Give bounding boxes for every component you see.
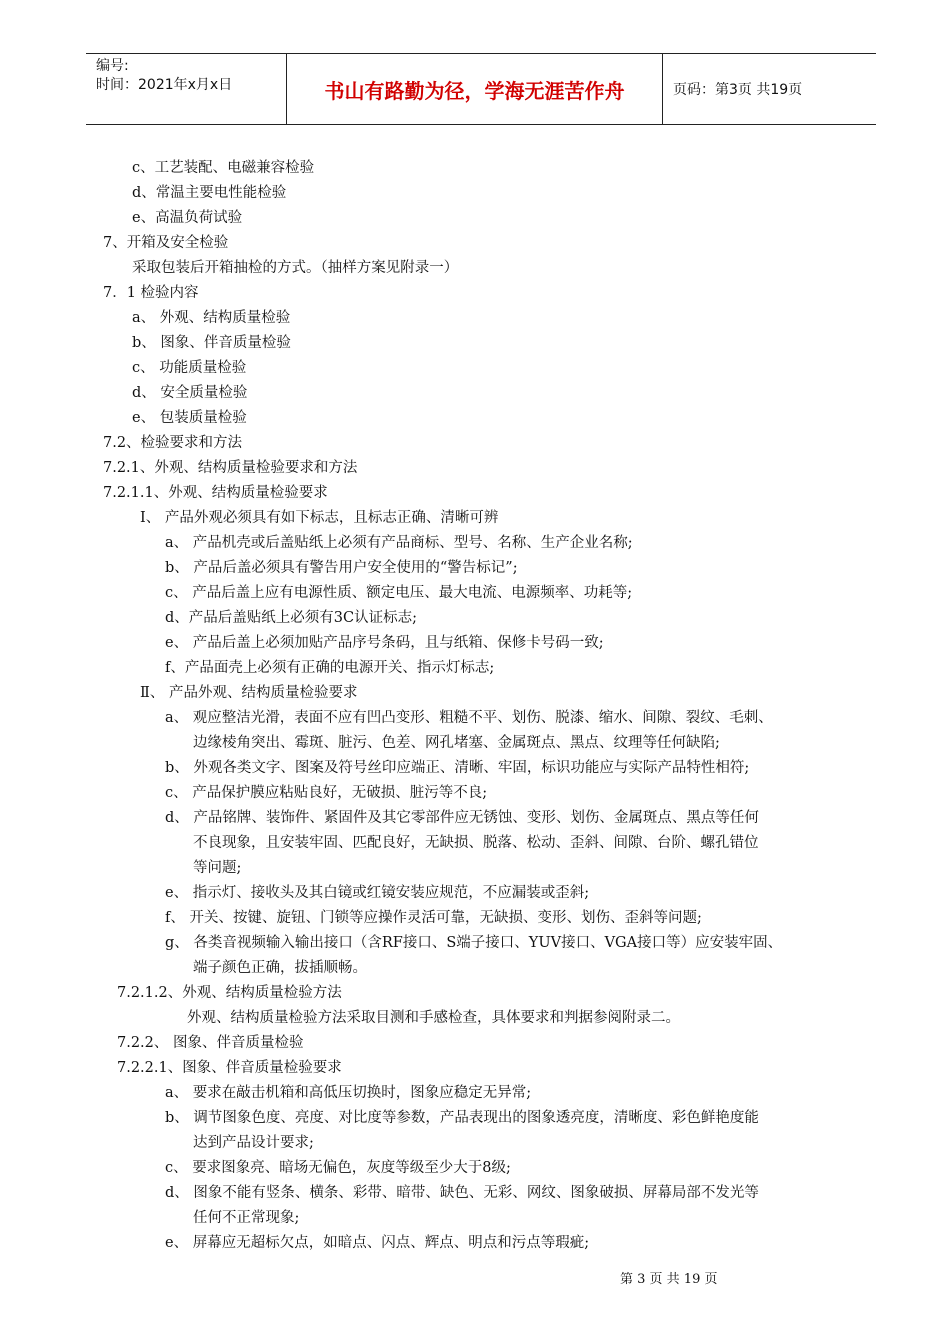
document-number-label: 编号: bbox=[96, 58, 129, 74]
text-line: c、 功能质量检验 bbox=[132, 360, 247, 376]
text-line: c、工艺装配、电磁兼容检验 bbox=[132, 160, 315, 176]
section-heading: 7、开箱及安全检验 bbox=[103, 235, 229, 251]
text-line: Ⅰ、 产品外观必须具有如下标志，且标志正确、清晰可辨 bbox=[140, 510, 499, 526]
text-line: 任何不正常现象; bbox=[193, 1210, 300, 1226]
text-line: e、 屏幕应无超标欠点，如暗点、闪点、辉点、明点和污点等瑕疵; bbox=[165, 1235, 590, 1251]
text-line: e、 指示灯、接收头及其白镜或红镜安装应规范，不应漏装或歪斜; bbox=[165, 885, 590, 901]
text-line: 外观、结构质量检验方法采取目测和手感检查，具体要求和判据参阅附录二。 bbox=[187, 1010, 680, 1026]
header-page-number: 页码：第3页 共19页 bbox=[673, 82, 803, 98]
section-heading: 7.2、检验要求和方法 bbox=[103, 435, 243, 451]
text-line: d、 产品铭牌、装饰件、紧固件及其它零部件应无锈蚀、变形、划伤、金属斑点、黑点等任何 bbox=[165, 810, 759, 826]
page-header bbox=[86, 53, 876, 125]
text-line: 达到产品设计要求; bbox=[193, 1135, 314, 1151]
text-line: g、 各类音视频输入输出接口（含RF接口、S端子接口、YUV接口、VGA接口等）应安装牢固、 bbox=[165, 935, 783, 951]
section-heading: 7.2.2、 图象、伴音质量检验 bbox=[117, 1035, 304, 1051]
text-line: c、 要求图象亮、暗场无偏色，灰度等级至少大于8级; bbox=[165, 1160, 511, 1176]
header-meta bbox=[86, 54, 286, 124]
text-line: e、 产品后盖上必须加贴产品序号条码，且与纸箱、保修卡号码一致; bbox=[165, 635, 604, 651]
text-line: f、 开关、按键、旋钮、门锁等应操作灵活可靠，无缺损、变形、划伤、歪斜等问题; bbox=[165, 910, 702, 926]
text-line: b、 调节图象色度、亮度、对比度等参数，产品表现出的图象透亮度，清晰度、彩色鲜艳度能 bbox=[165, 1110, 759, 1126]
text-line: 端子颜色正确，拔插顺畅。 bbox=[193, 960, 367, 976]
header-motto: 书山有路勤为径，学海无涯苦作舟 bbox=[286, 54, 663, 124]
text-line: d、常温主要电性能检验 bbox=[132, 185, 287, 201]
section-heading: 7.2.1.2、外观、结构质量检验方法 bbox=[117, 985, 342, 1001]
text-line: a、 要求在敲击机箱和高低压切换时，图象应稳定无异常; bbox=[165, 1085, 532, 1101]
text-line: d、 安全质量检验 bbox=[132, 385, 248, 401]
text-line: b、 产品后盖必须具有警告用户安全使用的“警告标记”; bbox=[165, 560, 518, 576]
text-line: c、 产品后盖上应有电源性质、额定电压、最大电流、电源频率、功耗等; bbox=[165, 585, 633, 601]
section-heading: 7.2.1、外观、结构质量检验要求和方法 bbox=[103, 460, 358, 476]
text-line: 等问题; bbox=[193, 860, 242, 876]
text-line: e、 包装质量检验 bbox=[132, 410, 247, 426]
text-line: d、 图象不能有竖条、横条、彩带、暗带、缺色、无彩、网纹、图象破损、屏幕局部不发光等 bbox=[165, 1185, 759, 1201]
text-line: f、产品面壳上必须有正确的电源开关、指示灯标志; bbox=[165, 660, 495, 676]
section-heading: 7．1 检验内容 bbox=[103, 285, 199, 301]
text-line: a、 外观、结构质量检验 bbox=[132, 310, 291, 326]
text-line: 边缘棱角突出、霉斑、脏污、色差、网孔堵塞、金属斑点、黑点、纹理等任何缺陷; bbox=[193, 735, 720, 751]
text-line: d、产品后盖贴纸上必须有3C认证标志; bbox=[165, 610, 417, 626]
section-heading: 7.2.1.1、外观、结构质量检验要求 bbox=[103, 485, 328, 501]
text-line: c、 产品保护膜应粘贴良好，无破损、脏污等不良; bbox=[165, 785, 488, 801]
text-line: 采取包装后开箱抽检的方式。（抽样方案见附录一） bbox=[132, 260, 459, 276]
text-line: Ⅱ、 产品外观、结构质量检验要求 bbox=[140, 685, 358, 701]
text-line: b、 外观各类文字、图案及符号丝印应端正、清晰、牢固，标识功能应与实际产品特性相符; bbox=[165, 760, 750, 776]
section-heading: 7.2.2.1、图象、伴音质量检验要求 bbox=[117, 1060, 342, 1076]
text-line: e、高温负荷试验 bbox=[132, 210, 243, 226]
document-time-label: 时间：2021年x月x日 bbox=[96, 77, 233, 93]
text-line: 不良现象，且安装牢固、匹配良好，无缺损、脱落、松动、歪斜、间隙、台阶、螺孔错位 bbox=[193, 835, 759, 851]
text-line: a、 产品机壳或后盖贴纸上必须有产品商标、型号、名称、生产企业名称; bbox=[165, 535, 633, 551]
text-line: b、 图象、伴音质量检验 bbox=[132, 335, 291, 351]
page-footer: 第 3 页 共 19 页 bbox=[620, 1272, 718, 1287]
text-line: a、 观应整洁光滑，表面不应有凹凸变形、粗糙不平、划伤、脱漆、缩水、间隙、裂纹、毛刺、 bbox=[165, 710, 773, 726]
